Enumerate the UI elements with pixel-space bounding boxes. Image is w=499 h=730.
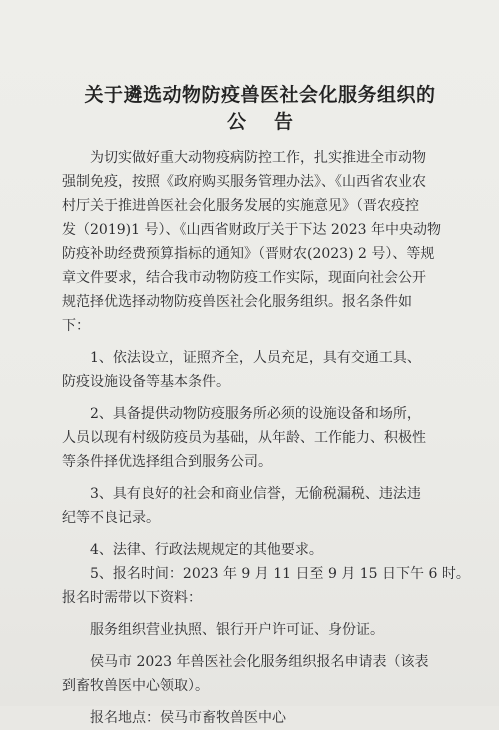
- condition-2: [62, 402, 462, 474]
- text-line: 纪等不良记录。: [62, 510, 160, 526]
- text-line: 3、具有良好的社会和商业信誉，无偷税漏税、违法违: [62, 486, 421, 502]
- text-line: 报名地点：侯马市畜牧兽医中心: [62, 710, 286, 726]
- notice-body: [62, 146, 470, 730]
- notice-subtitle: 公告: [226, 111, 321, 133]
- condition-1: [62, 346, 462, 394]
- text-line: 人员以现有村级防疫员为基础，从年龄、工作能力、积极性: [62, 430, 426, 446]
- text-line: 等条件择优选择组合到服务公司。: [62, 454, 272, 470]
- text-line: 下：: [62, 318, 90, 334]
- text-line: 报名时需带以下资料：: [62, 590, 202, 606]
- registration-time: [62, 562, 470, 610]
- text-line: 章文件要求，结合我市动物防疫工作实际，现面向社会公开: [62, 270, 426, 286]
- text-line: 1、依法设立，证照齐全，人员充足，具有交通工具、: [62, 350, 421, 366]
- text-line: 到畜牧兽医中心领取）。: [62, 678, 209, 694]
- text-line: 发（2019)1 号）、《山西省财政厅关于下达 2023 年中央动物: [62, 222, 441, 238]
- text-line: 防疫设施设备等基本条件。: [62, 374, 230, 390]
- notice-title: 关于遴选动物防疫兽医社会化服务组织的: [84, 84, 436, 106]
- text-line: 强制免疫，按照《政府购买服务管理办法》、《山西省农业农: [62, 174, 426, 190]
- condition-4: [62, 538, 462, 562]
- intro-paragraph: [62, 146, 462, 338]
- required-materials: [62, 618, 462, 698]
- text-line: 规范择优选择动物防疫兽医社会化服务组织。报名条件如: [62, 294, 412, 310]
- registration-location: [62, 706, 462, 730]
- text-line: 村厅关于推进兽医社会化服务发展的实施意见》（晋农疫控: [62, 198, 419, 214]
- text-line: 4、法律、行政法规规定的其他要求。: [62, 542, 323, 558]
- condition-3: [62, 482, 462, 530]
- text-line: 为切实做好重大动物疫病防控工作，扎实推进全市动物: [62, 150, 426, 166]
- text-line: 5、报名时间：2023 年 9 月 11 日至 9 月 15 日下午 6 时。: [62, 566, 470, 582]
- text-line: 防疫补助经费预算指标的通知》（晋财农(2023) 2 号）、等规: [62, 246, 435, 262]
- text-line: 服务组织营业执照、银行开户许可证、身份证。: [62, 622, 384, 638]
- text-line: 侯马市 2023 年兽医社会化服务组织报名申请表（该表: [62, 654, 429, 670]
- text-line: 2、具备提供动物防疫服务所必须的设施设备和场所，: [62, 406, 421, 422]
